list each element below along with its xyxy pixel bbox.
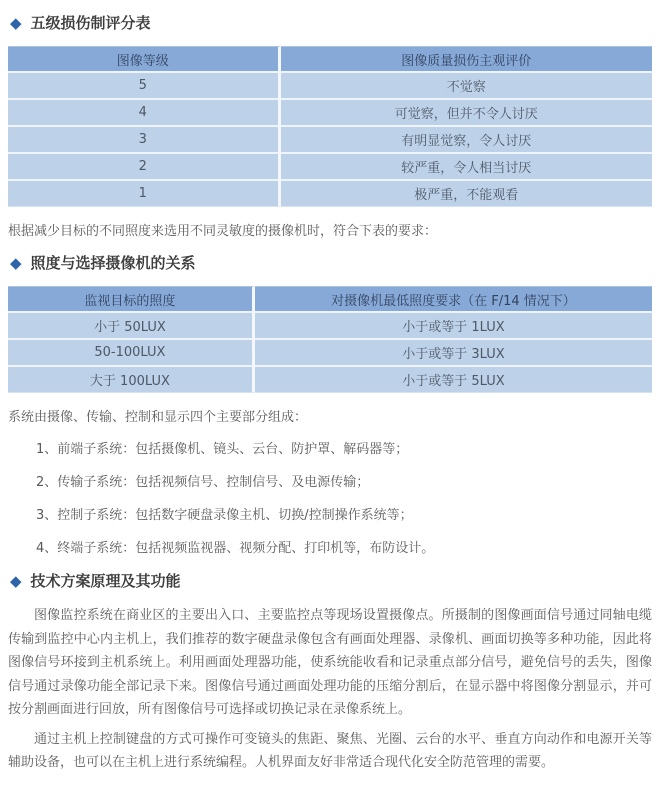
note-system-composition: 系统由摄像、传输、控制和显示四个主要部分组成： [8, 410, 308, 425]
table-cell-target-lux: 小于 50LUX [8, 313, 255, 340]
table-cell-evaluation: 极严重，不能观看 [281, 181, 652, 207]
subsystem-list [8, 438, 652, 560]
table-cell-target-lux: 50-100LUX [8, 340, 255, 367]
list-item-front-end: 1、前端子系统：包括摄像机、镜头、云台、防护罩、解码器等； [36, 442, 409, 457]
section-heading-illuminance [10, 252, 652, 274]
table-cell-grade: 1 [8, 181, 281, 207]
table-row [8, 127, 652, 154]
table-row [8, 181, 652, 207]
table-cell-camera-lux: 小于或等于 5LUX [255, 367, 652, 393]
table-row [8, 73, 652, 100]
table-cell-camera-lux: 小于或等于 3LUX [255, 340, 652, 367]
section-heading-damage-rating [10, 12, 652, 34]
table-cell-grade: 4 [8, 100, 281, 127]
section-title: 五级损伤制评分表 [30, 14, 151, 32]
damage-rating-table [8, 46, 652, 207]
table-row [8, 367, 652, 393]
illuminance-table [8, 286, 652, 393]
section-title: 照度与选择摄像机的关系 [30, 254, 196, 272]
table-cell-grade: 2 [8, 154, 281, 181]
diamond-bullet-icon: ◆ [10, 571, 22, 590]
table-cell-target-lux: 大于 100LUX [8, 367, 255, 393]
paragraph-keyboard-control: 通过主机上控制键盘的方式可操作可变镜头的焦距、聚焦、光圈、云台的水平、垂直方向动作和电源开关等辅助设备，也可以在主机上进行系统编程。人机界面友好非常适合现代化安全防范管理的需要。 [8, 731, 652, 770]
table-header-cell: 图像质量损伤主观评价 [281, 46, 652, 73]
table-row [8, 100, 652, 127]
diamond-bullet-icon: ◆ [10, 13, 22, 32]
section-heading-technical-principle [10, 570, 652, 592]
list-item-terminal: 4、终端子系统：包括视频监视器、视频分配、打印机等，布防设计。 [36, 541, 435, 556]
table-header-cell: 监视目标的照度 [8, 286, 255, 313]
table-row [8, 313, 652, 340]
table-cell-camera-lux: 小于或等于 1LUX [255, 313, 652, 340]
table-row [8, 154, 652, 181]
table-header-row [8, 46, 652, 73]
note-camera-selection: 根据减少目标的不同照度来选用不同灵敏度的摄像机时，符合下表的要求： [8, 224, 438, 239]
table-cell-grade: 3 [8, 127, 281, 154]
section-title: 技术方案原理及其功能 [30, 572, 181, 590]
list-item-transmission: 2、传输子系统：包括视频信号、控制信号、及电源传输； [36, 475, 370, 490]
table-row [8, 340, 652, 367]
list-item-control: 3、控制子系统：包括数字硬盘录像主机、切换/控制操作系统等； [36, 508, 413, 523]
table-cell-grade: 5 [8, 73, 281, 100]
table-cell-evaluation: 可觉察，但并不令人讨厌 [281, 100, 652, 127]
table-header-cell: 图像等级 [8, 46, 281, 73]
paragraph-system-principle: 图像监控系统在商业区的主要出入口、主要监控点等现场设置摄像点。所摄制的图像画面信号通过同轴电缆传输到监控中心内主机上，我们推荐的数字硬盘录像包含有画面处理器、录像机、画面切换等多种功能，因此将图像信号环接到主机系统上。利用画面处理器功能，使系统能收看和记录重点部分信号，避免信号的丢失，图像信号通过录像功能全部记录下来。图像信号通过画面处理功能的压缩分割后，在显示器中将图像分割显示，并可按分割画面进行回放，所有图像信号可选择或切换记录在录像系统上。 [8, 608, 652, 717]
table-header-row [8, 286, 652, 313]
table-header-cell: 对摄像机最低照度要求（在 F/14 情况下） [255, 286, 652, 313]
diamond-bullet-icon: ◆ [10, 253, 22, 272]
table-cell-evaluation: 较严重，令人相当讨厌 [281, 154, 652, 181]
table-cell-evaluation: 有明显觉察，令人讨厌 [281, 127, 652, 154]
table-cell-evaluation: 不觉察 [281, 73, 652, 100]
